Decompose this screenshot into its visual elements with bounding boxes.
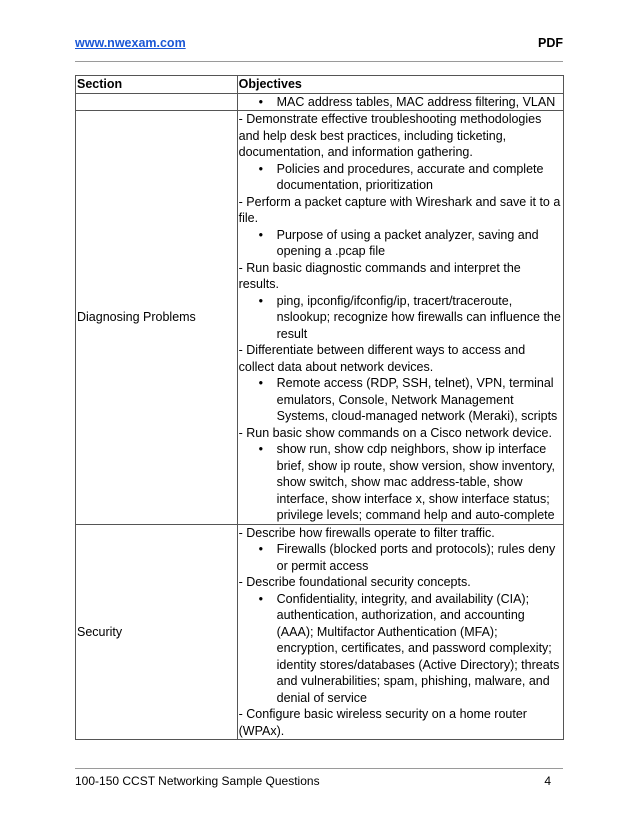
bullet-icon: • bbox=[258, 442, 264, 456]
objectives-table bbox=[75, 75, 564, 740]
objectives-cell bbox=[237, 111, 563, 525]
objective-bullet bbox=[239, 161, 562, 194]
section-cell: Diagnosing Problems bbox=[76, 111, 238, 525]
page-header bbox=[75, 36, 563, 56]
bullet-text: Remote access (RDP, SSH, telnet), VPN, terminal emulators, Console, Network Management Systems, cloud-managed network (Meraki), scripts bbox=[276, 376, 558, 423]
bullet-icon: • bbox=[258, 227, 264, 242]
bullet-icon: • bbox=[258, 293, 264, 308]
objective-bullet bbox=[239, 375, 562, 425]
objectives-cell bbox=[237, 93, 563, 111]
table-row bbox=[76, 111, 564, 525]
objective-statement: - Run basic show commands on a Cisco network device. bbox=[238, 425, 552, 440]
objective-statement: - Demonstrate effective troubleshooting methodologies and help desk best practices, including ticketing, documentation, and information gathering. bbox=[238, 112, 542, 159]
objective-bullet bbox=[239, 227, 562, 260]
section-cell: Security bbox=[76, 524, 238, 740]
bullet-text: MAC address tables, MAC address filtering, VLAN bbox=[276, 94, 556, 109]
objective-statement: - Differentiate between different ways to access and collect data about network devices. bbox=[238, 343, 526, 374]
table-row bbox=[76, 93, 564, 111]
objective-statement: - Describe foundational security concepts. bbox=[238, 575, 471, 589]
objective-bullet bbox=[239, 441, 562, 524]
bullet-text: ping, ipconfig/ifconfig/ip, tracert/traceroute, nslookup; recognize how firewalls can influence the result bbox=[276, 293, 561, 341]
objective-statement: - Configure basic wireless security on a home router (WPAx). bbox=[238, 707, 527, 738]
bullet-text: Policies and procedures, accurate and complete documentation, prioritization bbox=[276, 161, 544, 192]
pdf-label: PDF bbox=[538, 36, 563, 50]
objective-statement: - Describe how firewalls operate to filter traffic. bbox=[238, 525, 495, 540]
bullet-icon: • bbox=[258, 591, 264, 606]
table-row bbox=[76, 524, 564, 740]
section-cell bbox=[76, 93, 238, 111]
page-number: 4 bbox=[544, 774, 551, 788]
objectives-cell bbox=[237, 524, 563, 740]
objective-bullet bbox=[239, 541, 562, 574]
footer-divider bbox=[75, 768, 563, 769]
objective-statement: - Run basic diagnostic commands and interpret the results. bbox=[238, 260, 521, 291]
objective-statement: - Perform a packet capture with Wireshark and save it to a file. bbox=[238, 194, 561, 225]
bullet-icon: • bbox=[258, 376, 264, 390]
table-header-row bbox=[76, 76, 564, 94]
section-column-header: Section bbox=[76, 76, 238, 94]
bullet-icon: • bbox=[258, 542, 264, 556]
objectives-column-header: Objectives bbox=[237, 76, 563, 94]
site-link[interactable]: www.nwexam.com bbox=[75, 36, 186, 50]
header-divider bbox=[75, 61, 563, 62]
objective-bullet bbox=[239, 293, 562, 343]
bullet-text: Firewalls (blocked ports and protocols); rules deny or permit access bbox=[276, 542, 556, 573]
bullet-text: Confidentiality, integrity, and availability (CIA); authentication, authorization, and accounting (AAA); Multifactor Authentication (MFA); encryption, certificates, and password complexity; identity stores/databases (Active Directory); threats and vulnerabilities; spam, phishing, malware, and denial of service bbox=[276, 591, 560, 705]
bullet-icon: • bbox=[258, 94, 264, 109]
objective-bullet bbox=[239, 94, 562, 111]
bullet-icon: • bbox=[258, 161, 264, 176]
objective-bullet bbox=[239, 591, 562, 707]
bullet-text: Purpose of using a packet analyzer, saving and opening a .pcap file bbox=[276, 227, 539, 258]
footer-title: 100-150 CCST Networking Sample Questions bbox=[75, 774, 320, 788]
bullet-text: show run, show cdp neighbors, show ip interface brief, show ip route, show version, show inventory, show switch, show mac address-table, show interface, show interface x, show interface status; privilege levels; command help and auto-complete bbox=[276, 442, 556, 522]
